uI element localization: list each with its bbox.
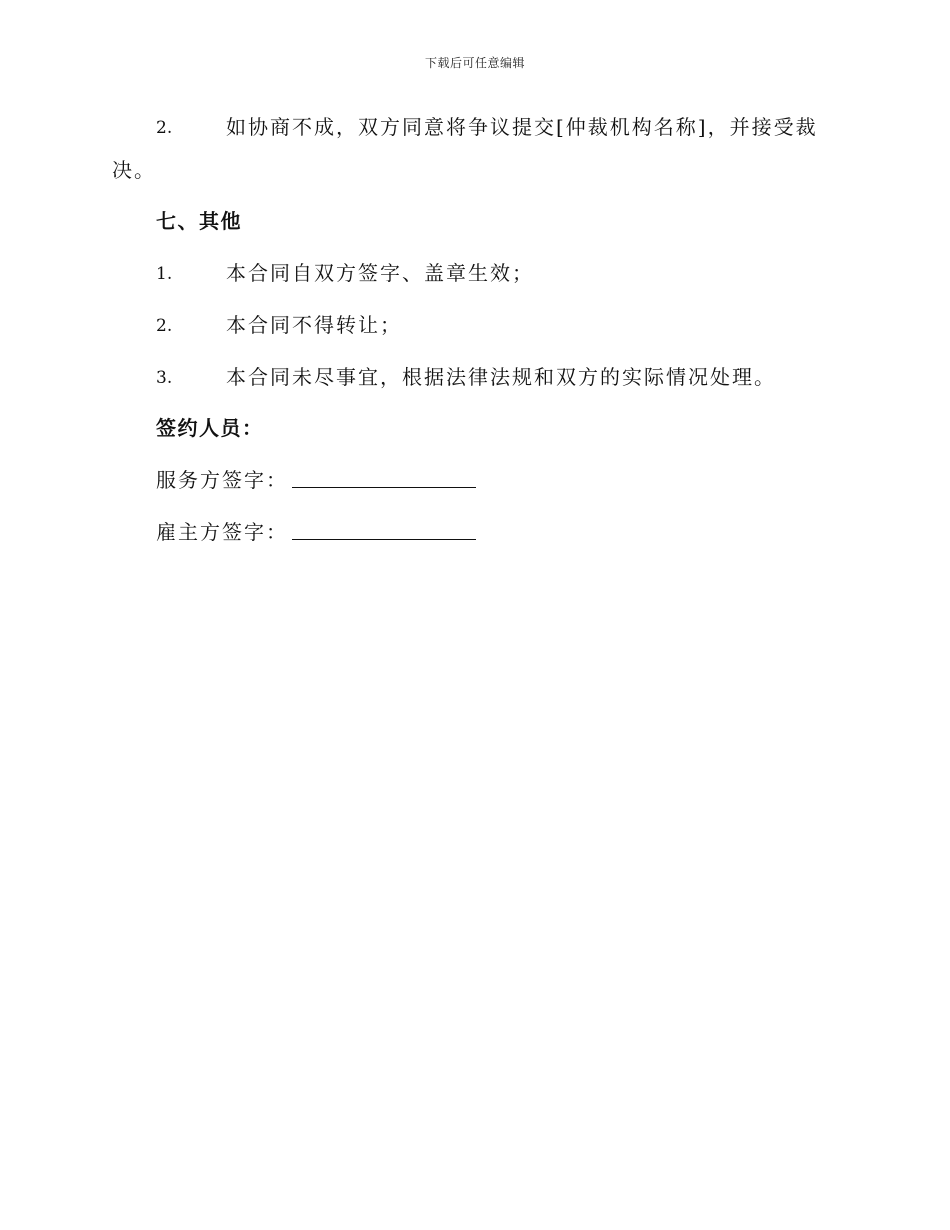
employer-signature-line[interactable] [292, 539, 476, 540]
list-item-text: 本合同未尽事宜，根据法律法规和双方的实际情况处理。 [226, 365, 776, 389]
clause-text-continued: 决。 [112, 158, 156, 182]
page-header: 下载后可任意编辑 [424, 56, 525, 70]
list-item-number: 2. [156, 316, 173, 336]
list-item-number: 3. [156, 368, 173, 388]
list-item-text: 本合同不得转让； [226, 313, 402, 337]
service-signature-label: 服务方签字： [156, 468, 288, 492]
clause-number: 2. [156, 118, 173, 138]
section-heading: 七、其他 [156, 209, 242, 233]
clause-text: 如协商不成，双方同意将争议提交[仲裁机构名称]，并接受裁 [226, 115, 818, 139]
service-signature-line[interactable] [292, 487, 476, 488]
signatures-heading: 签约人员： [156, 416, 264, 440]
list-item-text: 本合同自双方签字、盖章生效； [226, 261, 534, 285]
employer-signature-label: 雇主方签字： [156, 520, 288, 544]
list-item-number: 1. [156, 264, 173, 284]
